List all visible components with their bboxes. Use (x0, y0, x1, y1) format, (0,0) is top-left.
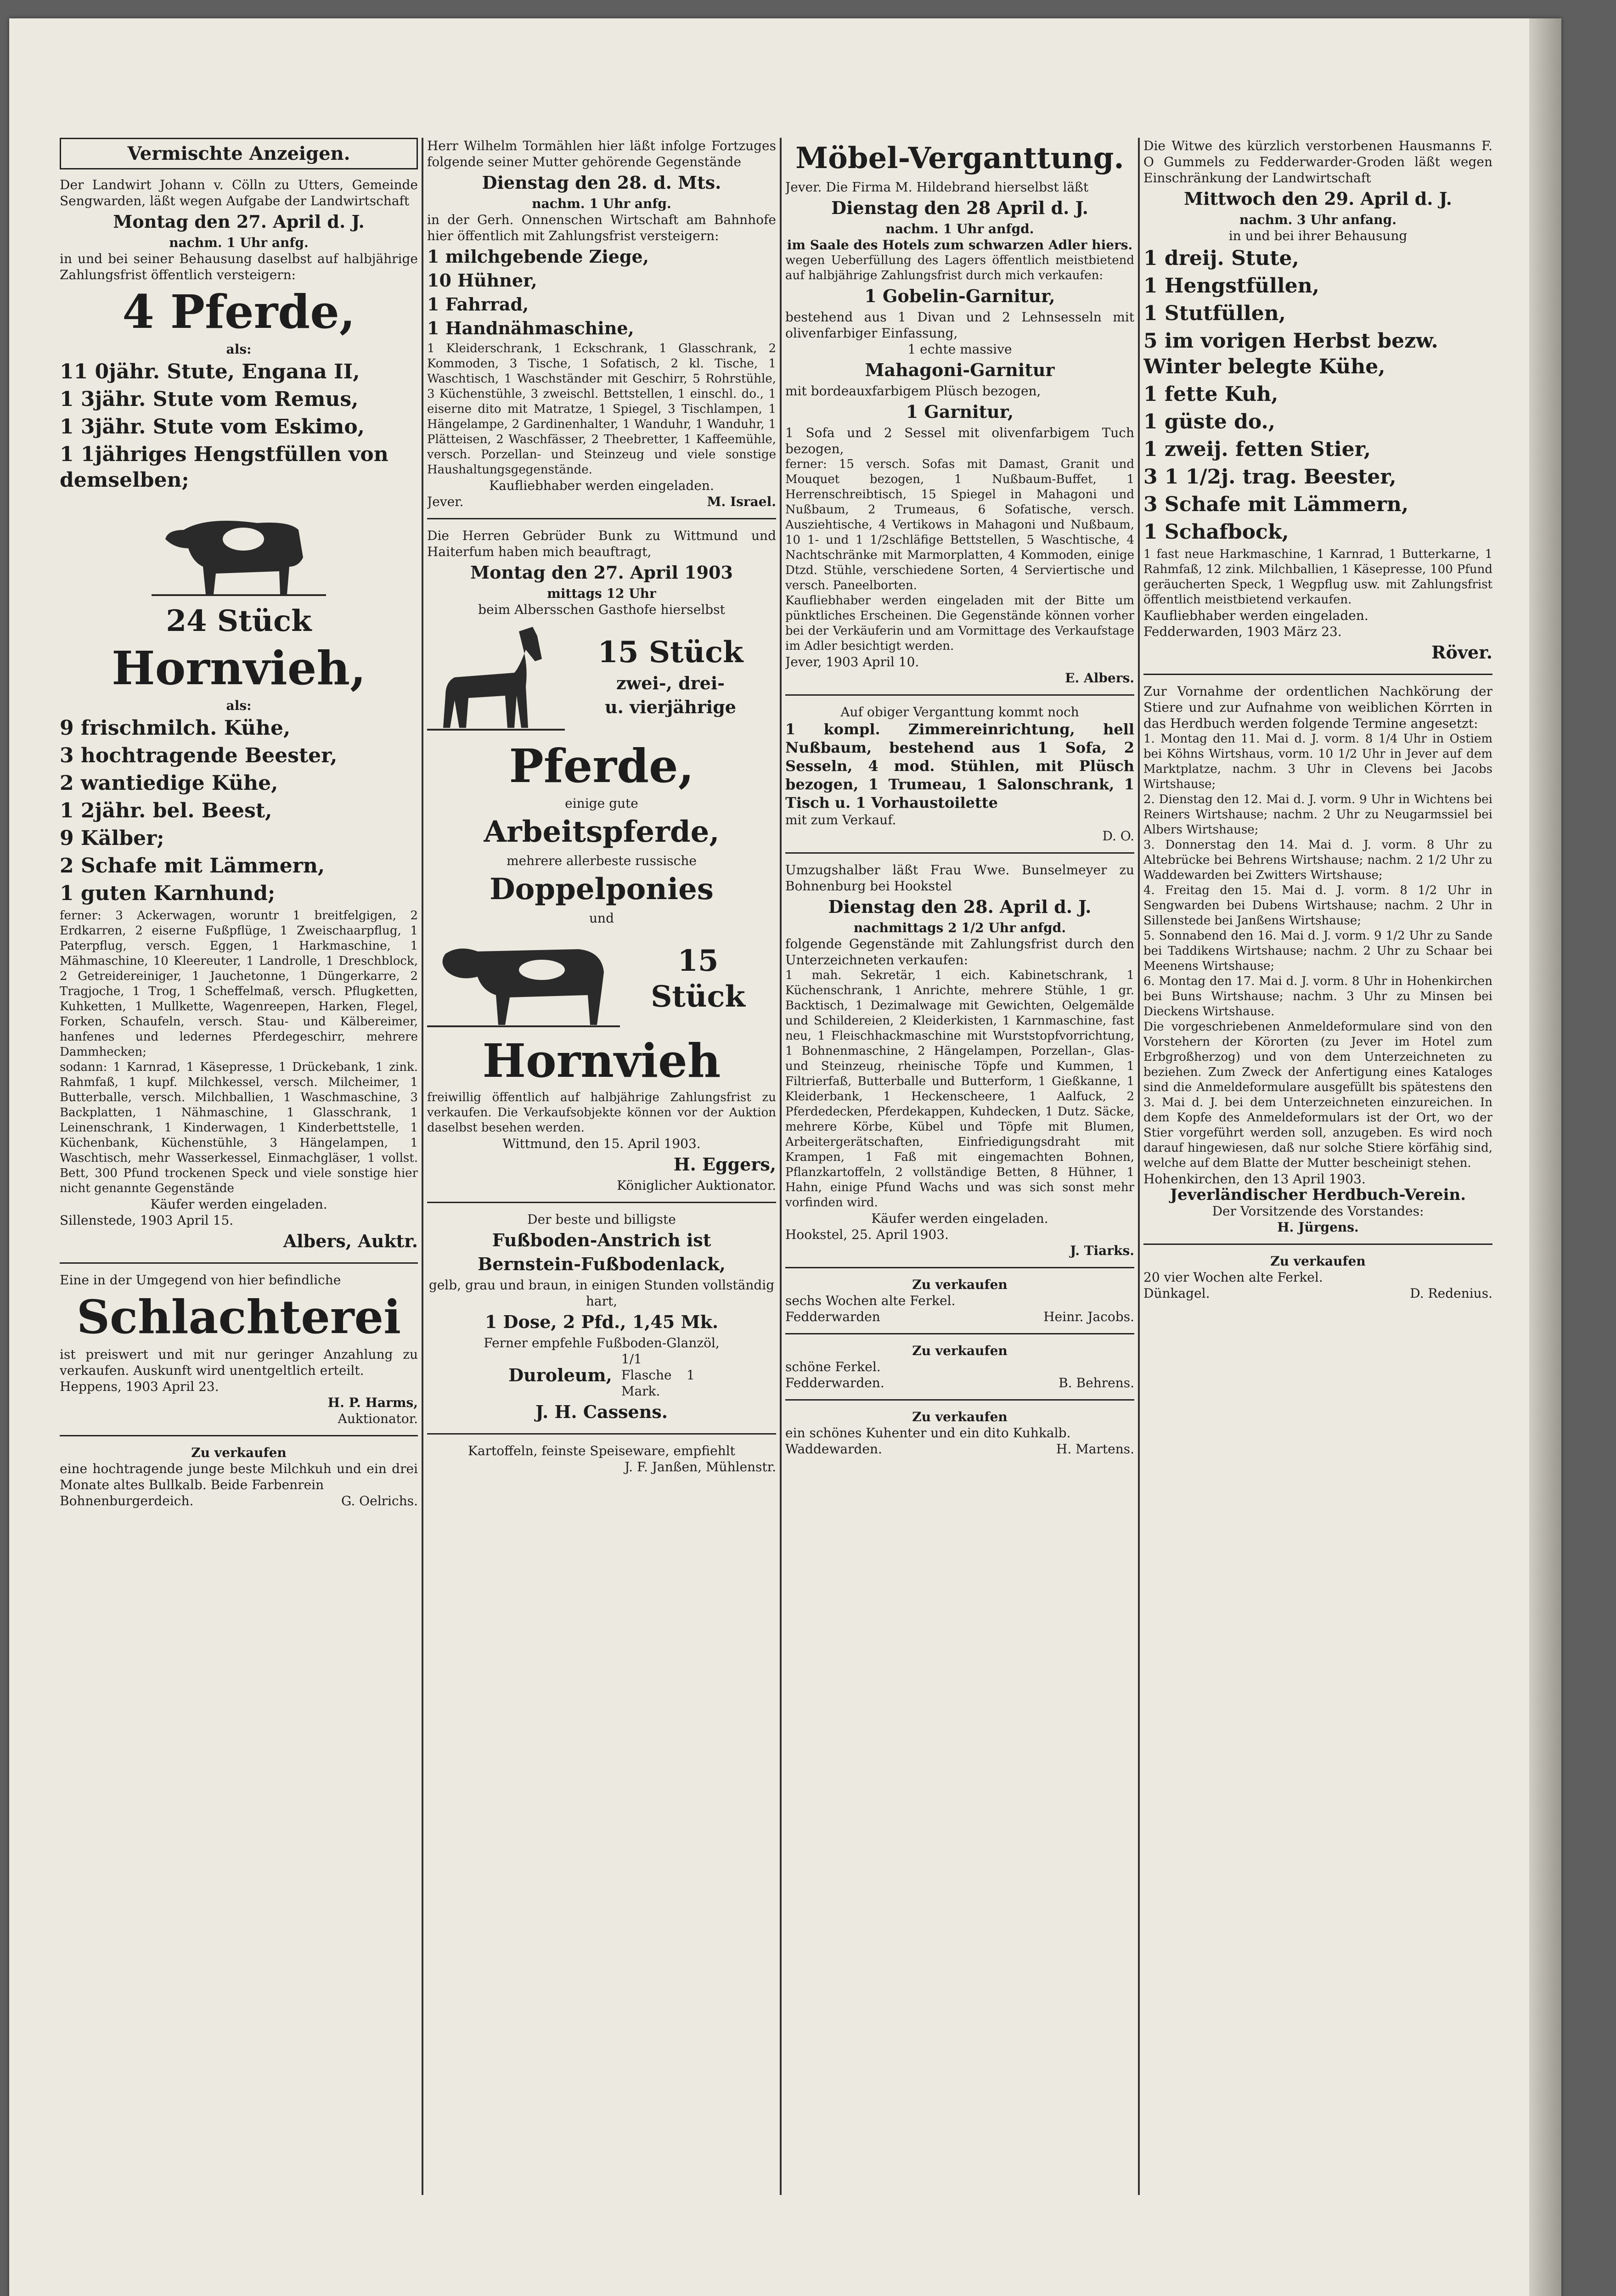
ad-date: Dienstag den 28. d. Mts. (482, 172, 721, 193)
ad-location: in der Gerh. Onnenschen Wirtschaft am Bahnhofe hier öffentlich mit Zahlungsfrist versteigern: (427, 212, 776, 243)
ad-place: Jever, 1903 April 10. (785, 654, 919, 670)
ad-headline: Möbel-Verganttung. (795, 141, 1124, 175)
ad-place: Fedderwarden. (785, 1375, 884, 1390)
ad-location: beim Albersschen Gasthofe hierselbst (478, 602, 725, 617)
ad-role: Der Vorsitzende des Vorstandes: (1212, 1204, 1424, 1219)
ad-date: Montag den 27. April d. J. (113, 211, 365, 232)
list-item: 1 3jähr. Stute vom Eskimo, (60, 415, 365, 439)
list-item: 1 1jähriges Hengstfüllen von demselben; (60, 443, 389, 492)
ad-date: Montag den 27. April 1903 (470, 562, 733, 583)
ad-body: Kartoffeln, feinste Speiseware, empfiehlt (468, 1443, 735, 1458)
ad-headline: Hornvieh (482, 1034, 721, 1088)
ad-place: Bohnenburgerdeich. (60, 1493, 194, 1508)
list-item: 1 Stutfüllen, (1143, 302, 1286, 325)
ad-text: mit zum Verkauf. (785, 812, 896, 827)
auction-ad-coelln (60, 177, 418, 1264)
ad-headline: Bernstein-Fußbodenlack, (478, 1254, 726, 1274)
ad-place: Fedderwarden (785, 1309, 880, 1324)
ad-signature: J. F. Janßen, Mühlenstr. (625, 1459, 776, 1474)
ad-signature: M. Israel. (707, 494, 776, 509)
ad-place: Wittmund, den 15. April 1903. (502, 1136, 701, 1151)
ad-count: 24 Stück (166, 604, 312, 638)
ad-time: nachm. 1 Uhr anfgd. (885, 221, 1034, 236)
list-item: 1 3jähr. Stute vom Remus, (60, 388, 359, 411)
ad-buyers: Käufer werden eingeladen. (150, 1197, 327, 1212)
column-1 (60, 138, 418, 1525)
auction-ad-gummels (1143, 138, 1492, 675)
cow-illustration (427, 926, 620, 1032)
ad-signature: D. O. (1102, 828, 1134, 844)
ad-item-desc: bestehend aus 1 Divan und 2 Lehnsesseln mit olivenfarbiger Einfassung, (785, 310, 1134, 341)
ad-signature: H. P. Harms, (327, 1395, 418, 1410)
ad-role: Auktionator. (338, 1411, 418, 1426)
horse-auction-ad (427, 528, 776, 1203)
ad-signature: J. H. Cassens. (535, 1401, 668, 1422)
ad-place: Jever. (427, 494, 464, 509)
ad-role: Königlicher Auktionator. (617, 1178, 776, 1193)
ad-intro: Der Landwirt Johann v. Cölln zu Utters, Gemeinde Sengwarden, läßt wegen Aufgabe der Landwirtschaft (60, 177, 418, 208)
ad-location: im Saale des Hotels zum schwarzen Adler hiers. (787, 237, 1133, 253)
list-item: 6. Montag den 17. Mai d. J. vorm. 8 Uhr in Hohenkirchen bei Buns Wirtshause; nachm. 3 Uhr zu Minsen bei Dieckens Wirtshause. (1143, 974, 1492, 1019)
ad-time: nachmittags 2 1/2 Uhr anfgd. (853, 920, 1066, 935)
list-item: 9 frischmilch. Kühe, (60, 716, 291, 740)
ad-count: 15 Stück (597, 635, 743, 670)
ad-signature: Heinr. Jacobs. (1043, 1309, 1134, 1324)
ad-signature: Albers, Auktr. (283, 1231, 418, 1251)
ad-title: Zu verkaufen (912, 1409, 1008, 1424)
list-item: 5. Sonnabend den 16. Mai d. J. vorm. 9 1/2 Uhr zu Sande bei Taddikens Wirtshause; nachm. 2 Uhr zu Schaar bei Meenens Wirtshause; (1143, 929, 1492, 973)
ad-title: Zu verkaufen (912, 1343, 1008, 1358)
ad-place: Heppens, 1903 April 23. (60, 1379, 219, 1394)
list-item: 1 Schafbock, (1143, 520, 1289, 544)
list-item: 10 Hühner, (427, 270, 537, 291)
ad-headline: Pferde, (509, 739, 694, 793)
for-sale-ad (785, 1343, 1134, 1401)
ad-als: als: (226, 698, 252, 713)
ad-body: ist preiswert und mit nur geringer Anzahlung zu verkaufen. Auskunft wird unentgeltlich erteilt. (60, 1347, 418, 1378)
ad-body: 1 Kleiderschrank, 1 Eckschrank, 1 Glasschrank, 2 Kommoden, 3 Tische, 1 Sofatisch, 2 kl. Tische, 1 Waschtisch, 1 Waschständer mit Geschirr, 5 Rohrstühle, 3 Küchenstühle, 3 zweischl. Bettstellen, 1 einschl. do., 1 eiserne dito mit Matratze, 1 Spiegel, 3 Tischlampen, 1 Hängelampe, 2 Gardinenhalter, 1 Wanduhr, 1 Wanduhr, 1 Plätteisen, 2 Waschfässer, 2 Theebretter, 1 Kaffeemühle, versch. Porzellan- und Steinzeug und viele sonstige Haushaltungsgegenstände. (427, 342, 776, 477)
list-item: 2 wantiedige Kühe, (60, 771, 278, 795)
ad-text: mehrere allerbeste russische (507, 853, 697, 868)
list-item: 2 Schafe mit Lämmern, (60, 854, 325, 878)
ad-body: 20 vier Wochen alte Ferkel. (1143, 1270, 1323, 1285)
list-item: 1 2jähr. bel. Beest, (60, 799, 272, 822)
ad-buyers: Kaufliebhaber werden eingeladen. (489, 478, 714, 493)
list-item: 1 güste do., (1143, 410, 1276, 433)
ad-organization: Jeverländischer Herdbuch-Verein. (1170, 1186, 1466, 1204)
ad-time: nachm. 3 Uhr anfang. (1239, 212, 1396, 227)
list-item: 9 Kälber; (60, 827, 164, 850)
moving-auction-ad (785, 862, 1134, 1268)
ad-als: als: (226, 342, 252, 357)
column-2 (427, 138, 776, 1491)
ad-date: Dienstag den 28. April d. J. (828, 896, 1092, 917)
ad-body: freiwillig öffentlich auf halbjährige Zahlungsfrist zu verkaufen. Die Verkaufsobjekte können vor der Auktion daselbst besehen werden. (427, 1091, 776, 1135)
ad-text: einige gute (565, 796, 638, 811)
ad-count: 15 (677, 944, 719, 978)
ad-title: Zu verkaufen (191, 1445, 287, 1460)
ad-intro: Die Witwe des kürzlich verstorbenen Hausmanns F. O Gummels zu Fedderwarder-Groden läßt wegen Einschränkung der Landwirtschaft (1143, 138, 1492, 186)
ad-signature: G. Oelrichs. (341, 1493, 418, 1508)
ad-date: Mittwoch den 29. April d. J. (1183, 188, 1453, 209)
page-edge (1529, 18, 1561, 2296)
ad-body: 1 fast neue Harkmaschine, 1 Karnrad, 1 Butterkarne, 1 Rahmfaß, 12 zink. Milchballien, 1 Käsepresse, 100 Pfund geräucherten Speck, 1 Wegpflug usw. mit Zahlungsfrist öffentlich meistbietend verkaufen. (1143, 547, 1492, 607)
column-3 (785, 138, 1134, 1474)
ad-intro: Herr Wilhelm Tormählen hier läßt infolge Fortzuges folgende seiner Mutter gehörende Gegenstände (427, 138, 776, 169)
list-item: 1 fette Kuh, (1143, 383, 1278, 406)
ad-time: nachm. 1 Uhr anfg. (532, 196, 671, 211)
section-header: Vermischte Anzeigen. (60, 138, 418, 169)
ad-body: ferner: 15 versch. Sofas mit Damast, Granit und Mouquet bezogen, 1 Nußbaum-Buffet, 1 Herrenschreibtisch, 15 Spiegel in Mahagoni und Nußbaum, 2 Trumeaus, 6 Sofatische, versch. Ausziehtische, 4 Vertikows in Mahagoni und Nußbaum, 10 1- und 1 1/2schläfige Bettstellen, 5 Waschtische, 4 Nachtschränke mit Marmorplatten, 4 Kommoden, einige Dtzd. Stühle, verschiedene Sorten, 4 Serviertische und versch. Paneelborten. (785, 457, 1134, 592)
ad-signature: H. Eggers, (673, 1154, 776, 1175)
ad-signature: E. Albers. (1065, 670, 1134, 686)
ad-title: Zu verkaufen (1270, 1254, 1366, 1269)
ad-item-desc: mit bordeauxfarbigem Plüsch bezogen, (785, 383, 1041, 399)
ad-body: ein schönes Kuhenter und ein dito Kuhkalb. (785, 1425, 1071, 1441)
column-rule (780, 138, 782, 2195)
ad-headline: 4 Pferde, (122, 285, 355, 339)
ad-body: 1 mah. Sekretär, 1 eich. Kabinetschrank, 1 Küchenschrank, 1 Anrichte, mehrere Stühle, 1 gr. Backtisch, 1 Dezimalwage mit Gewichten, Oelgemälde und Schildereien, 2 Kleiderkisten, 1 Karnmaschine, fast neu, 1 Fleischhackmaschine mit Wurststopfvorrichtung, 1 Bohnenmaschine, 2 Hängelampen, Porzellan-, Glas- und Steinzeug, rheinische Töpfe und Kummen, 1 Filtrierfaß, Butterballe und Butterform, 1 Gießkanne, 1 Kleiderbank, 1 Heckenscheere, 1 Aalfuck, 2 Pferdedecken, Pferdekappen, Kuhdecken, 1 Dutz. Säcke, mehrere Körbe, Kübel und Töpfe mit Blumen, Arbeitergerätschaften, Einfriedigungsdraht mit Krampen, 1 Faß mit eingemachten Bohnen, Pflanzkartoffeln, 2 vollständige Betten, 8 Hühner, 1 Hahn, einige Pfund Wachs und was sich sonst mehr vorfinden wird. (785, 968, 1134, 1210)
ad-intro: Jever. Die Firma M. Hildebrand hierselbst läßt (785, 180, 1089, 195)
list-item: 4. Freitag den 15. Mai d. J. vorm. 8 1/2 Uhr in Sengwarden bei Dubens Wirtshause; nachm. 2 Uhr in Sillenstede bei Janßens Wirtshause; (1143, 884, 1492, 928)
list-item: 1. Montag den 11. Mai d. J. vorm. 8 1/4 Uhr in Ostiem bei Köhns Wirtshaus, vorm. 10 1/2 Uhr in Jever auf dem Marktplatze, nachm. 3 Uhr in Clevens bei Jacobs Wirtshause; (1143, 732, 1492, 791)
herdbook-notice (1143, 683, 1492, 1245)
ad-date: Dienstag den 28 April d. J. (831, 197, 1088, 218)
ad-location: in und bei ihrer Behausung (1228, 228, 1408, 243)
ad-headline: Fußboden-Anstrich ist (492, 1230, 711, 1250)
ad-body: sechs Wochen alte Ferkel. (785, 1293, 956, 1308)
list-item: 1 guten Karnhund; (60, 882, 276, 905)
ad-signature: B. Behrens. (1059, 1375, 1134, 1390)
ad-intro: Auf obiger Verganttung kommt noch (840, 704, 1079, 720)
ad-signature: H. Jürgens. (1277, 1220, 1359, 1235)
list-item: 3 Schafe mit Lämmern, (1143, 493, 1409, 516)
ad-text: wegen Ueberfüllung des Lagers öffentlich meistbietend auf halbjährige Zahlungsfrist durch mich verkaufen: (785, 253, 1134, 282)
ad-signature: Röver. (1431, 642, 1492, 663)
ad-product: Duroleum, (508, 1364, 612, 1385)
newspaper-page (9, 18, 1561, 2296)
ad-intro: Zur Vornahme der ordentlichen Nachkörung der Stiere und zur Aufnahme von weiblichen Körrten in das Herdbuch werden folgende Termine angesetzt: (1143, 684, 1492, 731)
horse-illustration (427, 618, 565, 737)
list-item: 2. Dienstag den 12. Mai d. J. vorm. 9 Uhr in Wichtens bei Reiners Wirtshause; nachm. 2 Uhr zu Neugarmssiel bei Albers Wirtshause; (1143, 793, 1492, 837)
list-item: 1 dreij. Stute, (1143, 247, 1299, 270)
ad-place: Hookstel, 25. April 1903. (785, 1227, 949, 1242)
ad-place: Dünkagel. (1143, 1286, 1210, 1301)
ad-item: 1 Garnitur, (906, 401, 1014, 422)
ad-place: Fedderwarden, 1903 März 23. (1143, 624, 1342, 639)
ad-body: 1 kompl. Zimmereinrichtung, hell Nußbaum, bestehend aus 1 Sofa, 2 Sesseln, 4 mod. Stühlen, mit Plüsch bezogen, 1 Trumeau, 1 Salonschrank, 1 Tisch u. 1 Vorhaustoilette (785, 720, 1134, 811)
list-item: 1 Handnähmaschine, (427, 318, 634, 338)
ad-text: Kaufliebhaber werden eingeladen mit der Bitte um pünktliches Erscheinen. Die Gegenstände können vorher bei der Verkäuferin und am Vormittage des Verkaufstage im Adler besichtigt werden. (785, 594, 1134, 653)
ad-buyers: Kaufliebhaber werden eingeladen. (1143, 608, 1368, 623)
room-set-ad (785, 704, 1134, 854)
furniture-auction-ad (785, 141, 1134, 696)
ad-body: ferner: 3 Ackerwagen, woruntr 1 breitfelgigen, 2 Erdkarren, 2 eiserne Fußpflüge, 1 Zweischaarpflug, 1 Paterpflug, versch. Eggen, 1 Harkmaschine, 1 Mähmaschine, 10 Kleereuter, 1 Landrolle, 1 Dreschblock, 2 Getreidereiniger, 1 Jauchetonne, 1 Düngerkarre, 2 Tragjoche, 1 Trog, 1 Scheffelmaß, versch. Pflugketten, Kuhketten, 1 Mullkette, Wagenreepen, Harken, Flegel, Forken, Schaufeln, versch. Stau- und Kälbereimer, hanfenes und ledernes Pferdegeschirr, mehrere Dammhecken; (60, 909, 418, 1059)
ad-body: Die vorgeschriebenen Anmeldeformulare sind von den Vorstehern der Körorten (zu Jever im Hotel zum Erbgroßherzog) und von dem Unterzeichneten zu beziehen. Zum Zweck der Anfertigung eines Kataloges sind die Anmeldeformulare ausgefüllt bis spätestens den 3. Mai d. J. bei dem Unterzeichneten einzureichen. In dem Kopfe des Anmeldeformulars ist der Ort, wo der Stier vorgeführt werden soll, anzugeben. Es wird noch darauf hingewiesen, daß nur solche Stiere körfähig sind, welche auf dem Blatte der Mutter bescheinigt stehen. (1143, 1020, 1492, 1170)
potato-ad (427, 1443, 776, 1483)
ad-intro: Eine in der Umgegend von hier befindliche (60, 1272, 341, 1288)
ad-time: nachm. 1 Uhr anfg. (169, 235, 309, 250)
ad-subheadline: Arbeitspferde, (484, 815, 720, 849)
ad-headline: Schlachterei (76, 1290, 401, 1344)
for-sale-ad (60, 1445, 418, 1517)
butchery-ad (60, 1272, 418, 1436)
ad-body: sodann: 1 Karnrad, 1 Käsepresse, 1 Drückebank, 1 zink. Rahmfaß, 1 kupf. Milchkessel, versch. Milcheimer, 1 Butterballe, versch. Milchballien, 1 Waschmaschine, 3 Backplatten, 1 Nähmaschine, 1 Glasschrank, 1 Leinenschrank, 1 Kinderwagen, 1 Kinderbettstelle, 1 Küchenbank, Küchenstühle, 3 Hängelampen, 1 Waschtisch, mehr Wasserkessel, Einmachgläser, 1 vollst. Bett, 300 Pfund trockenen Speck und viele sonstige hier nicht genannte Gegenstände (60, 1060, 418, 1195)
ad-body: eine hochtragende junge beste Milchkuh und ein drei Monate altes Bullkalb. Beide Farbenrein (60, 1461, 418, 1492)
cow-illustration (152, 498, 326, 599)
column-4 (1143, 138, 1492, 1318)
ad-item: 1 Gobelin-Garnitur, (864, 286, 1055, 306)
ad-buyers: Käufer werden eingeladen. (871, 1211, 1048, 1226)
list-item: 3 hochtragende Beester, (60, 744, 338, 767)
list-item: 3. Donnerstag den 14. Mai d. J. vorm. 8 Uhr zu Altebrücke bei Behrens Wirtshause; nachm. 2 1/2 Uhr zu Waddewarden bei Zwitters Wirtshause; (1143, 838, 1492, 882)
ad-text: 1 echte massive (907, 342, 1012, 357)
ad-time: mittags 12 Uhr (547, 586, 656, 601)
list-item: 11 0jähr. Stute, Engana II, (60, 360, 360, 383)
ad-signature: H. Martens. (1056, 1441, 1134, 1457)
ad-text: gelb, grau und braun, in einigen Stunden vollständig hart, (428, 1277, 775, 1309)
ad-item: Mahagoni-Garnitur (865, 360, 1055, 380)
for-sale-ad (1143, 1253, 1492, 1310)
column-rule (422, 138, 423, 2195)
floor-paint-ad (427, 1211, 776, 1435)
ad-price: 1 Dose, 2 Pfd., 1,45 Mk. (484, 1311, 719, 1332)
ad-title: Zu verkaufen (912, 1277, 1008, 1292)
for-sale-ad (785, 1409, 1134, 1465)
ad-signature: J. Tiarks. (1070, 1243, 1134, 1258)
ad-count-unit: Stück (651, 979, 745, 1014)
ad-intro: Der beste und billigste (527, 1212, 676, 1227)
ad-location: folgende Gegenstände mit Zahlungsfrist durch den Unterzeichneten verkaufen: (785, 936, 1134, 968)
ad-desc: u. vierjährige (604, 697, 736, 717)
for-sale-ad (785, 1277, 1134, 1334)
list-item: 1 Hengstfüllen, (1143, 274, 1320, 298)
ad-place: Hohenkirchen, den 13 April 1903. (1143, 1171, 1366, 1187)
ad-item-desc: 1 Sofa und 2 Sessel mit olivenfarbigem Tuch bezogen, (785, 425, 1134, 456)
list-item: 5 im vorigen Herbst bezw. Winter belegte Kühe, (1143, 329, 1438, 378)
list-item: 1 zweij. fetten Stier, (1143, 438, 1371, 461)
ad-subheadline: Doppelponies (490, 872, 714, 906)
ad-place: Waddewarden. (785, 1441, 882, 1457)
ad-location: in und bei seiner Behausung daselbst auf halbjährige Zahlungsfrist öffentlich versteigern: (60, 251, 418, 282)
ad-text: Ferner empfehle Fußboden-Glanzöl, (484, 1335, 720, 1351)
ad-headline: Hornvieh, (112, 641, 366, 695)
ad-body: schöne Ferkel. (785, 1359, 881, 1374)
list-item: 1 Fahrrad, (427, 294, 529, 315)
ad-intro: Umzugshalber läßt Frau Wwe. Bunselmeyer zu Bohnenburg bei Hookstel (785, 862, 1134, 894)
ad-desc: zwei-, drei- (616, 673, 725, 693)
auction-ad-tormaehlen (427, 138, 776, 519)
column-rule (1138, 138, 1140, 2195)
ad-signature: D. Redenius. (1410, 1286, 1492, 1301)
ad-text: und (589, 911, 614, 926)
list-item: 3 1 1/2j. trag. Beester, (1143, 465, 1396, 489)
ad-intro: Die Herren Gebrüder Bunk zu Wittmund und Haiterfum haben mich beauftragt, (427, 528, 776, 559)
list-item: 1 milchgebende Ziege, (427, 246, 649, 267)
ad-place: Sillenstede, 1903 April 15. (60, 1213, 234, 1228)
ad-product-price: 1/1 Flasche 1 Mark. (621, 1351, 695, 1399)
